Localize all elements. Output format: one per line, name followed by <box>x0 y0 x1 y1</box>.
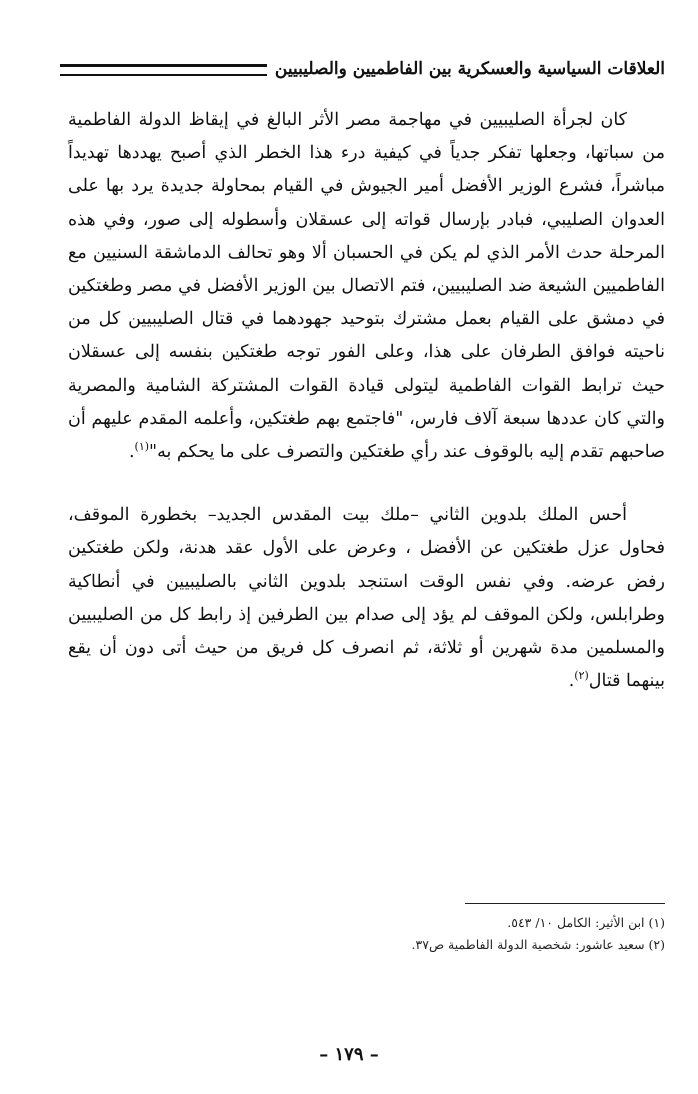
header-title: العلاقات السياسية والعسكرية بين الفاطميين والصليبيين <box>274 59 665 79</box>
footnote-2: (٢) سعيد عاشور: شخصية الدولة الفاطمية ص٣٧. <box>411 937 665 952</box>
body-text <box>68 104 665 698</box>
paragraph-2-end: . <box>568 671 575 692</box>
paragraph-1 <box>68 104 665 469</box>
paragraph-2-text: أحس الملك بلدوين الثاني –ملك بيت المقدس الجديد– بخطورة الموقف، فحاول عزل طغتكين عن الأفضل ، وعرض على الأول عقد هدنة، ولكن طغتكين رفض عرضه. وفي نفس الوقت استنجد بلدوين الثاني بالصليبيين في أنطاكية وطرابلس، ولكن الموقف لم يؤد إلى صدام بين الطرفين إذ رابط كل من الصليبيين والمسلمين مدة شهرين أو ثلاثة، ثم انصرف كل فريق من حيث أتى دون أن يقع بينهما قتال <box>68 505 665 692</box>
paragraph-2 <box>68 499 665 698</box>
footnote-ref-1: (١) <box>134 440 150 454</box>
footnotes <box>68 912 665 956</box>
paragraph-1-text: كان لجرأة الصليبيين في مهاجمة مصر الأثر البالغ في إيقاظ الدولة الفاطمية من سباتها، وجعلها تفكر جدياً في كيفية درء هذا الخطر الذي أصبح يهددها تهديداً مباشراً، فشرع الوزير الأفضل أمير الجيوش في القيام بمحاولة جديدة يرد بها على العدوان الصليبي، فبادر بإرسال قواته إلى عسقلان وأسطوله إلى صور، وفي هذه المرحلة حدث الأمر الذي لم يكن في الحسبان ألا وهو تحالف الدماشقة السنيين مع الفاطميين الشيعة ضد الصليبيين، فتم الاتصال بين الوزير الأفضل في مصر وطغتكين في دمشق على القيام بعمل مشترك بتوحيد جهودهما في قتال الصليبيين كل من ناحيته فوافق الطرفان على هذا، وعلى الفور توجه طغتكين بنفسه إلى عسقلان حيث ترابط القوات الفاطمية ليتولى قيادة القوات المشتركة الشامية والمصرية والتي كان عددها سبعة آلاف فارس، "فاجتمع بهم طغتكين، وأعلمه المقدم عليهم أن صاحبهم تقدم إليه بالوقوف عند رأي طغتكين والتصرف على ما يحكم به" <box>68 110 665 463</box>
footnote-1: (١) ابن الأثير: الكامل ١٠/ ٥٤٣. <box>507 915 665 930</box>
running-header <box>60 52 665 86</box>
header-double-rule <box>60 64 267 76</box>
footnote-separator <box>465 903 665 904</box>
page-number: – ١٧٩ – <box>319 1044 379 1065</box>
paragraph-1-end: . <box>128 442 135 463</box>
footnote-ref-2: (٢) <box>574 669 589 683</box>
